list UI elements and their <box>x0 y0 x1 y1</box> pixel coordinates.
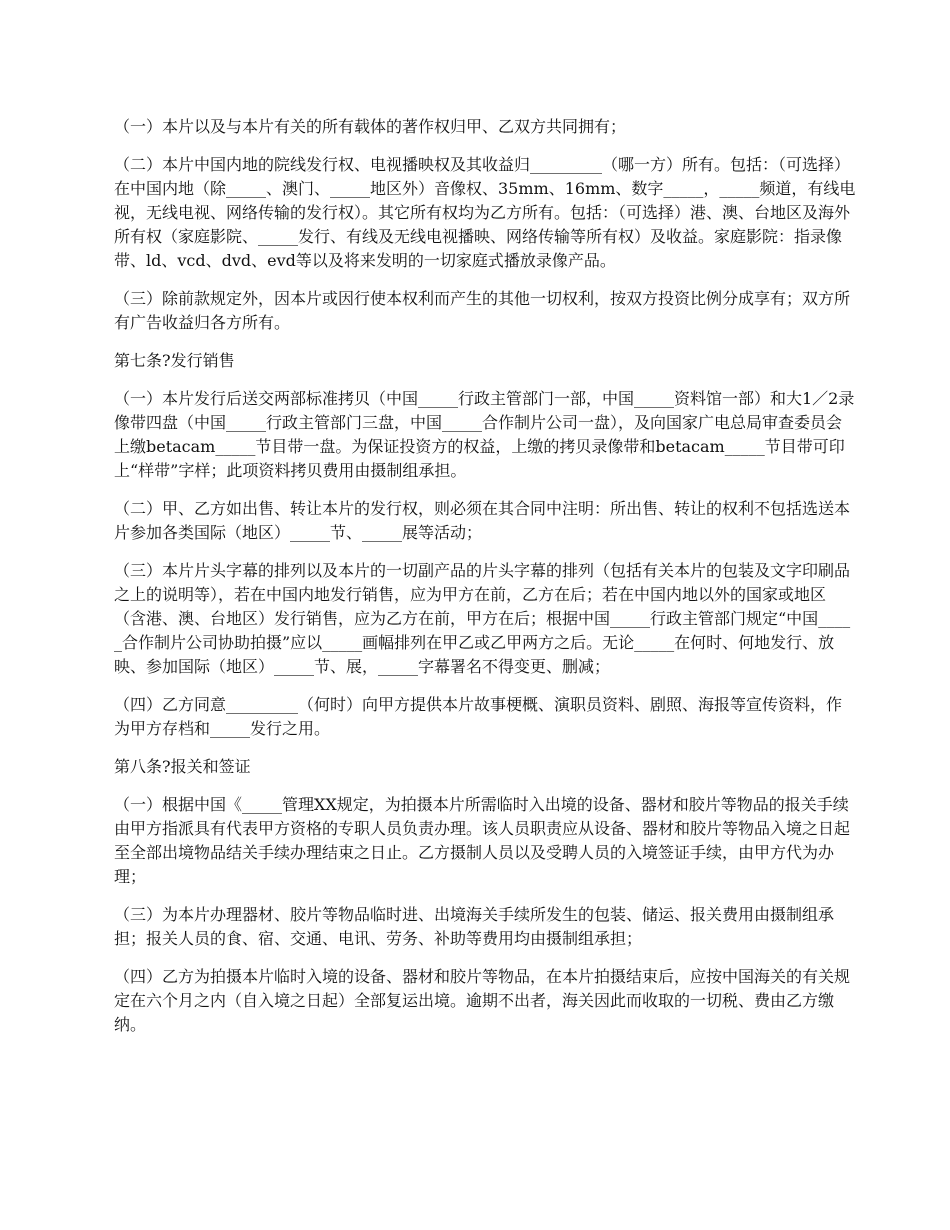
paragraph-publicity-materials-clause: （四）乙方同意_________（何时）向甲方提供本片故事梗概、演职员资料、剧照、海报等宣传资料，作为甲方存档和_____发行之用。 <box>114 695 843 738</box>
paragraph-copyright-clause: （一）本片以及与本片有关的所有载体的著作权归甲、乙双方共同拥有； <box>114 117 627 136</box>
paragraph-customs-fees-clause: （三）为本片办理器材、胶片等物品临时进、出境海关手续所发生的包装、储运、报关费用由摄制组承担；报关人员的食、宿、交通、电讯、劳务、补助等费用均由摄制组承担； <box>114 905 835 948</box>
document-body <box>114 115 856 1051</box>
paragraph-customs-procedure-clause: （一）根据中国《_____管理XX规定，为拍摄本片所需临时入出境的设备、器材和胶片等物品的报关手续由甲方指派具有代表甲方资格的专职人员负责办理。该人员职责应从设备、器材和胶片等物品入境之日起至全部出境物品结关手续办理结束之日止。乙方摄制人员以及受聘人员的入境签证手续，由甲方代为办理； <box>114 795 851 886</box>
paragraph-transfer-clause: （二）甲、乙方如出售、转让本片的发行权，则必须在其合同中注明：所出售、转让的权利不包括选送本片参加各类国际（地区）_____节、_____展等活动； <box>114 499 851 542</box>
paragraph-re-export-clause: （四）乙方为拍摄本片临时入境的设备、器材和胶片等物品，在本片拍摄结束后，应按中国海关的有关规定在六个月之内（自入境之日起）全部复运出境。逾期不出者，海关因此而收取的一切税、费由乙方缴纳。 <box>114 967 851 1034</box>
paragraph-copies-submission-clause: （一）本片发行后送交两部标准拷贝（中国_____行政主管部门一部，中国_____资料馆一部）和大1／2录像带四盘（中国_____行政主管部门三盘，中国_____合作制片公司一盘），及向国家广电总局审查委员会上缴betacam_____节目带一盘。为保证投资方的权益，上缴的拷贝录像带和betacam_____节目带可印上“样带”字样；此项资料拷贝费用由摄制组承担。 <box>114 389 855 480</box>
article-7-heading: 第七条?发行销售 <box>114 351 235 370</box>
paragraph-distribution-rights-clause: （二）本片中国内地的院线发行权、电视播映权及其收益归_________（哪一方）所有。包括：（可选择）在中国内地（除_____、澳门、_____地区外）音像权、35mm、16mm、数字_____，_____频道，有线电视，无线电视、网络传输的发行权）。其它所有权均为乙方所有。包括：（可选择）港、澳、台地区及海外所有权（家庭影院、_____发行、有线及无线电视播映、网络传输等所有权）及收益。家庭影院：指录像带、ld、vcd、dvd、evd等以及将来发明的一切家庭式播放录像产品。 <box>114 155 856 270</box>
paragraph-credits-order-clause: （三）本片片头字幕的排列以及本片的一切副产品的片头字幕的排列（包括有关本片的包装及文字印刷品之上的说明等），若在中国内地发行销售，应为甲方在前，乙方在后；若在中国内地以外的国家或地区（含港、澳、台地区）发行销售，应为乙方在前，甲方在后；根据中国_____行政主管部门规定“中国_____合作制片公司协助拍摄”应以_____画幅排列在甲乙或乙甲两方之后。无论_____在何时、何地发行、放映、参加国际（地区）_____节、展，_____字幕署名不得变更、删减； <box>114 561 851 676</box>
paragraph-other-rights-clause: （三）除前款规定外，因本片或因行使本权利而产生的其他一切权利，按双方投资比例分成享有；双方所有广告收益归各方所有。 <box>114 289 851 332</box>
article-8-heading: 第八条?报关和签证 <box>114 757 251 776</box>
